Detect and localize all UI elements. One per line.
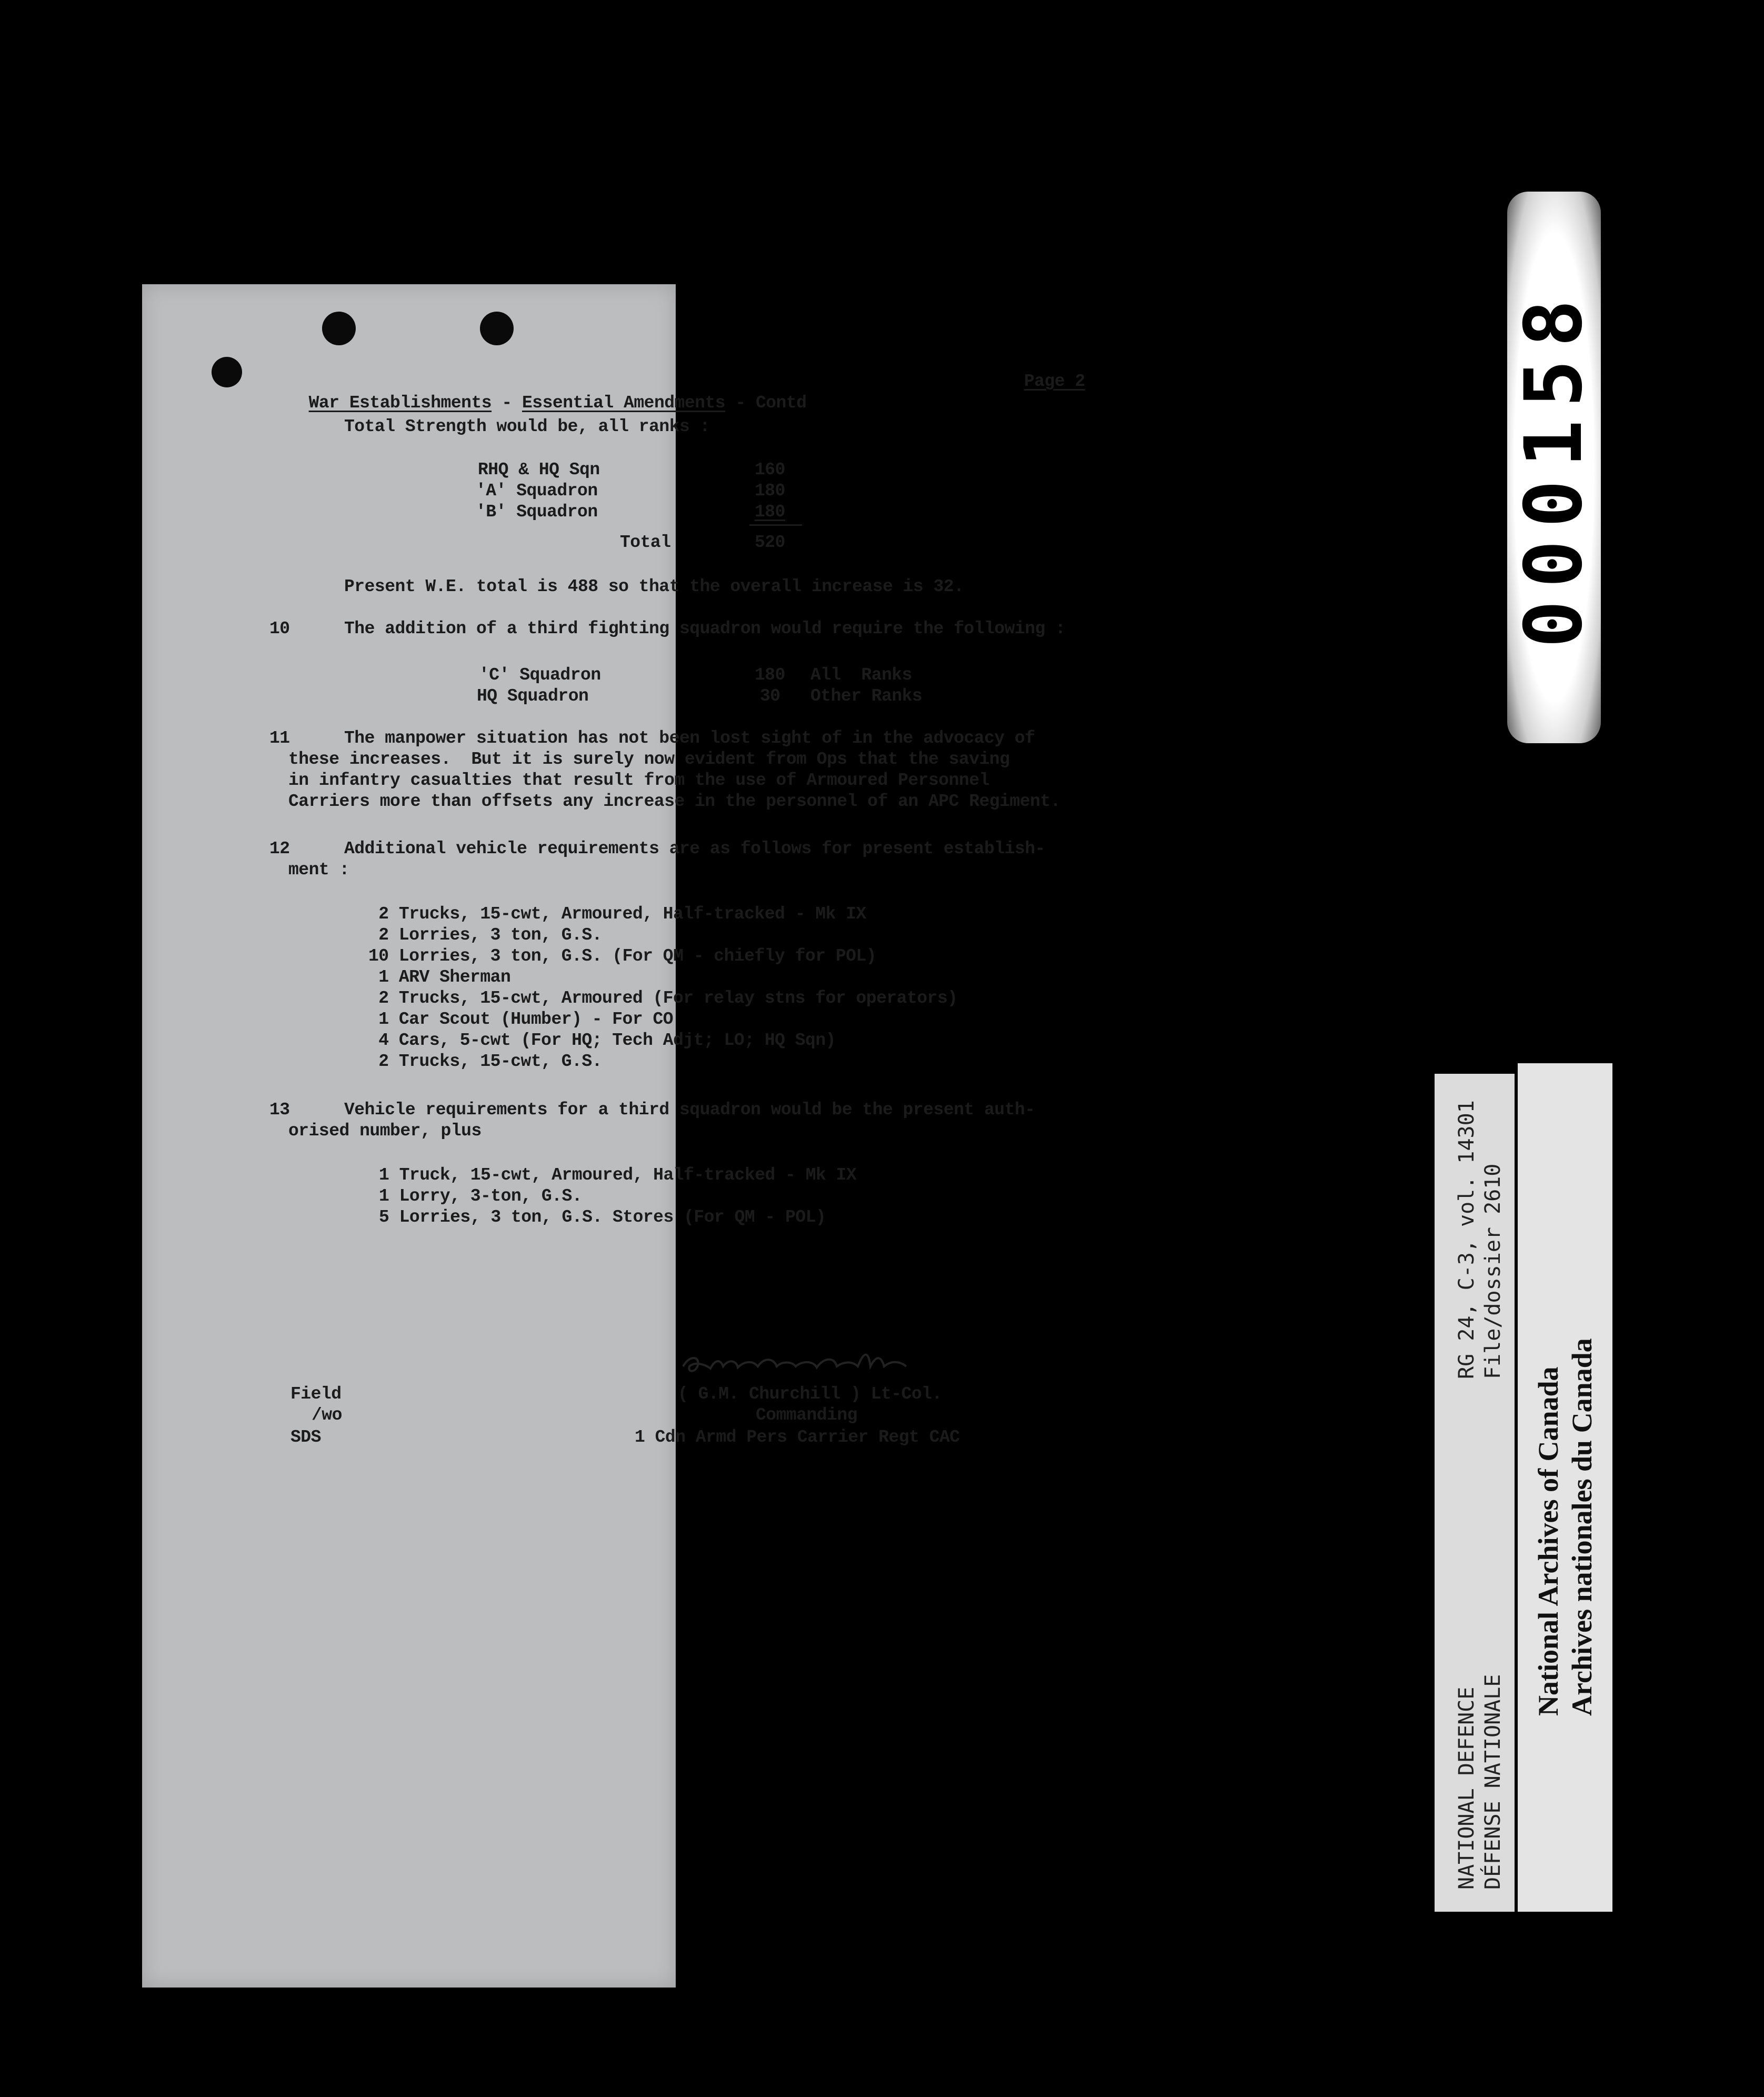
stamp-number-text: 000158 [1508, 287, 1600, 648]
department-text [1454, 1674, 1506, 1890]
page-number: Page 2 [1024, 372, 1085, 391]
total-label: Total [620, 533, 671, 552]
archives-en: National Archives of Canada [1532, 1366, 1564, 1716]
para13-item: 1 Truck, 15-cwt, Armoured, Half-tracked - Mk IX [379, 1165, 857, 1185]
strength-intro: Total Strength would be, all ranks : [344, 417, 710, 436]
archives-fr: Archives nationales du Canada [1566, 1338, 1598, 1716]
footer-wo: /wo [312, 1405, 342, 1425]
para10-row-value-0: 180 [755, 665, 785, 685]
para12-item: 10 Lorries, 3 ton, G.S. (For QM - chiefly for POL) [368, 946, 877, 966]
strength-value-1: 180 [755, 481, 785, 501]
strength-label-2: 'B' Squadron [476, 502, 598, 522]
department-line-2: DÉFENSE NATIONALE [1481, 1674, 1505, 1890]
para11-line-1: these increases. But it is surely now evident from Ops that the saving [288, 750, 1010, 769]
para12-line-1: ment : [288, 860, 349, 880]
punch-hole-right [322, 312, 356, 345]
archive-name-strip [1518, 1063, 1612, 1912]
para10-row-label-1: HQ Squadron [477, 686, 589, 706]
para13-item: 5 Lorries, 3 ton, G.S. Stores (For QM - POL) [379, 1207, 826, 1227]
para12-item: 1 ARV Sherman [368, 967, 511, 987]
reference-line-2: File/dossier 2610 [1481, 1163, 1505, 1379]
para13-line-0: Vehicle requirements for a third squadron would be the present auth- [344, 1100, 1035, 1120]
header-contd: - Contd [725, 393, 807, 413]
para12-number: 12 [269, 839, 290, 858]
doc-header [288, 371, 807, 414]
header-subtitle: Essential Amendments [522, 393, 726, 413]
punch-hole-margin [212, 357, 242, 387]
archive-stamp-number [1507, 192, 1601, 743]
para10-row-note-0: All Ranks [810, 665, 913, 685]
para10-row-value-1: 30 [760, 686, 780, 706]
footer-sds: SDS [290, 1427, 321, 1447]
para12-item: 2 Trucks, 15-cwt, Armoured (For relay stns for operators) [368, 988, 958, 1008]
header-dash: - [492, 393, 522, 413]
footer-field: Field [290, 1384, 342, 1404]
para12-item: 1 Car Scout (Humber) - For CO [368, 1010, 674, 1029]
para10-row-note-1: Other Ranks [810, 686, 923, 706]
archives-names [1531, 1338, 1599, 1716]
archive-label [1435, 1063, 1612, 1912]
header-title: War Establishments [308, 393, 492, 413]
para11-number: 11 [269, 728, 290, 748]
department-line-1: NATIONAL DEFENCE [1455, 1686, 1479, 1890]
para11-line-2: in infantry casualties that result from the use of Armoured Personnel [288, 771, 989, 790]
para13-number: 13 [269, 1100, 290, 1120]
para12-item: 2 Lorries, 3 ton, G.S. [368, 925, 602, 945]
para10-text: The addition of a third fighting squadron would require the following : [344, 619, 1066, 638]
para12-item: 4 Cars, 5-cwt (For HQ; Tech Adjt; LO; HQ Sqn) [368, 1031, 836, 1050]
strength-value-0: 160 [755, 460, 785, 480]
signature-role: Commanding [756, 1405, 858, 1425]
reference-line-1: RG 24, C-3, vol. 14301 [1455, 1100, 1479, 1379]
para10-row-label-0: 'C' Squadron [479, 665, 601, 685]
para11-line-0: The manpower situation has not been lost sight of in the advocacy of [344, 728, 1035, 748]
strength-label-0: RHQ & HQ Sqn [478, 460, 600, 480]
strength-value-2: 180 [755, 502, 785, 522]
para10-number: 10 [269, 619, 290, 638]
reference-text [1454, 1100, 1506, 1379]
archive-reference-strip [1435, 1074, 1515, 1912]
para12-item: 2 Trucks, 15-cwt, Armoured, Half-tracked - Mk IX [368, 904, 866, 924]
para12-item: 2 Trucks, 15-cwt, G.S. [368, 1052, 602, 1071]
total-value: 520 [755, 533, 785, 552]
total-rule [749, 524, 802, 526]
signature-unit: 1 Cdn Armd Pers Carrier Regt CAC [635, 1427, 960, 1447]
strength-label-1: 'A' Squadron [476, 481, 598, 501]
para11-line-3: Carriers more than offsets any increase in the personnel of an APC Regiment. [288, 792, 1061, 811]
para12-line-0: Additional vehicle requirements are as follows for present establish- [344, 839, 1045, 858]
para13-line-1: orised number, plus [288, 1121, 482, 1141]
signature-name: ( G.M. Churchill ) Lt-Col. [678, 1384, 942, 1404]
punch-hole-left [480, 312, 514, 345]
handwritten-signature [679, 1345, 926, 1387]
present-we-line: Present W.E. total is 488 so that the overall increase is 32. [344, 577, 964, 596]
para13-item: 1 Lorry, 3-ton, G.S. [379, 1186, 583, 1206]
